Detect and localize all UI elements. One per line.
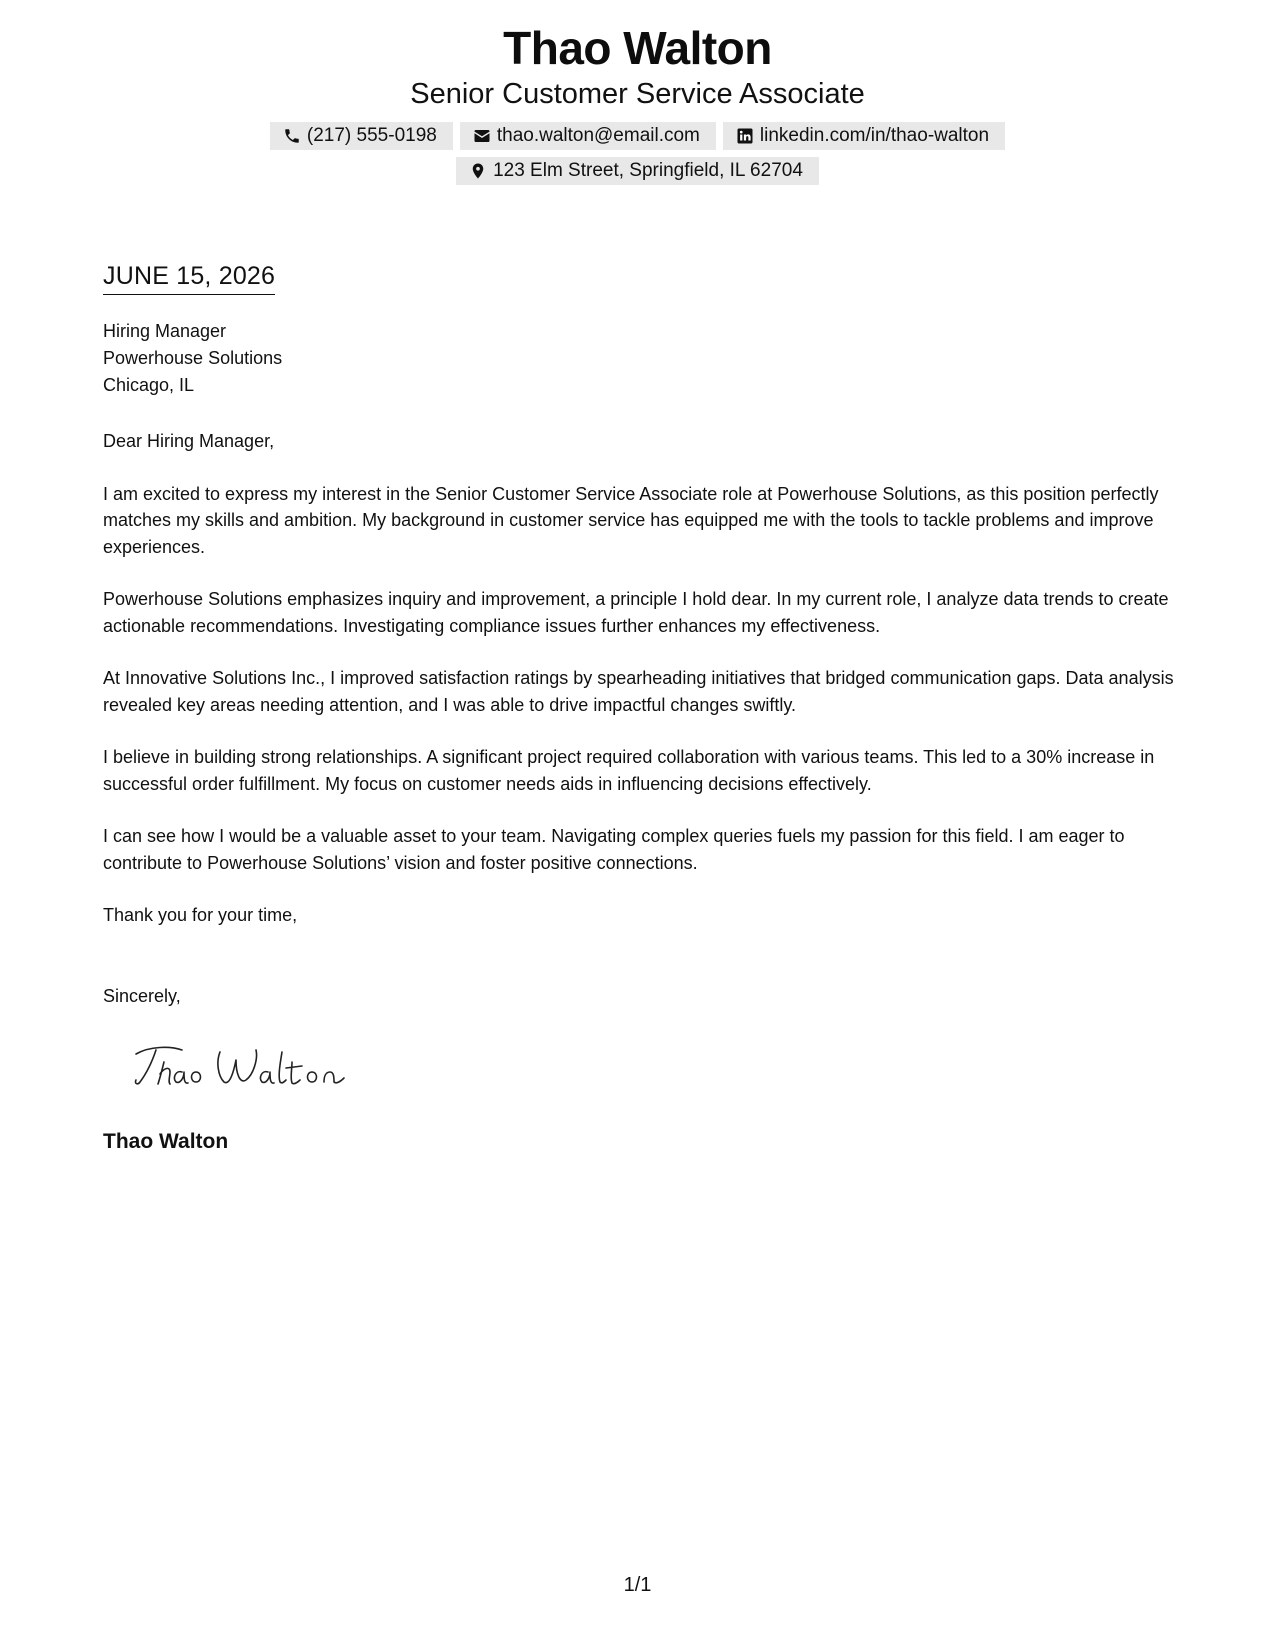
contact-phone-text: (217) 555-0198 [306,125,437,146]
recipient-block [103,318,282,399]
recipient-location: Chicago, IL [103,375,195,395]
closing-line: Sincerely, [103,986,181,1006]
body-paragraph: Powerhouse Solutions emphasizes inquiry and improvement, a principle I hold dear. In my current role, I analyze data trends to create actionable recommendations. Investigating compliance issues further enhances my effectiveness. [103,589,1169,636]
recipient-company: Powerhouse Solutions [103,348,283,368]
body-paragraph: I can see how I would be a valuable asset to your team. Navigating complex queries fuels my passion for this field. I am eager to contribute to Powerhouse Solutions’ vision and foster positive connections. [103,826,1125,873]
thank-you-line: Thank you for your time, [103,905,298,925]
letter-date: JUNE 15, 2026 [103,260,275,295]
contact-linkedin[interactable] [723,122,1005,150]
contact-row-primary [0,122,1275,150]
signature-image [130,1040,350,1092]
contact-linkedin-text: linkedin.com/in/thao-walton [759,125,990,146]
body-paragraph: At Innovative Solutions Inc., I improved satisfaction ratings by spearheading initiatives that bridged communication gaps. Data analysis revealed key areas needing attention, and I was able to drive impactful changes swiftly. [103,668,1174,715]
linkedin-icon [735,126,755,146]
applicant-title: Senior Customer Service Associate [410,78,865,110]
map-marker-icon [468,161,488,181]
body-paragraph: I believe in building strong relationships. A significant project required collaboration with various teams. This led to a 30% increase in successful order fulfillment. My focus on customer needs aids in influencing decisions effectively. [103,747,1155,794]
contact-phone[interactable] [270,122,453,150]
signer-name: Thao Walton [103,1130,229,1153]
letter-body [103,428,1183,955]
contact-email[interactable] [460,122,716,150]
applicant-name: Thao Walton [503,22,772,74]
envelope-icon [472,126,492,146]
salutation: Dear Hiring Manager, [103,431,275,451]
contact-address [456,157,819,185]
page-number: 1/1 [623,1574,652,1596]
letter-header [0,20,1275,185]
phone-icon [282,126,302,146]
contact-row-secondary [0,157,1275,185]
contact-email-text: thao.walton@email.com [496,125,700,146]
recipient-role: Hiring Manager [103,321,227,341]
contact-address-text: 123 Elm Street, Springfield, IL 62704 [493,160,803,181]
body-paragraph: I am excited to express my interest in the Senior Customer Service Associate role at Powerhouse Solutions, as this position perfectly matches my skills and ambition. My background in customer service has equipped me with the tools to tackle problems and improve experiences. [103,483,1159,557]
